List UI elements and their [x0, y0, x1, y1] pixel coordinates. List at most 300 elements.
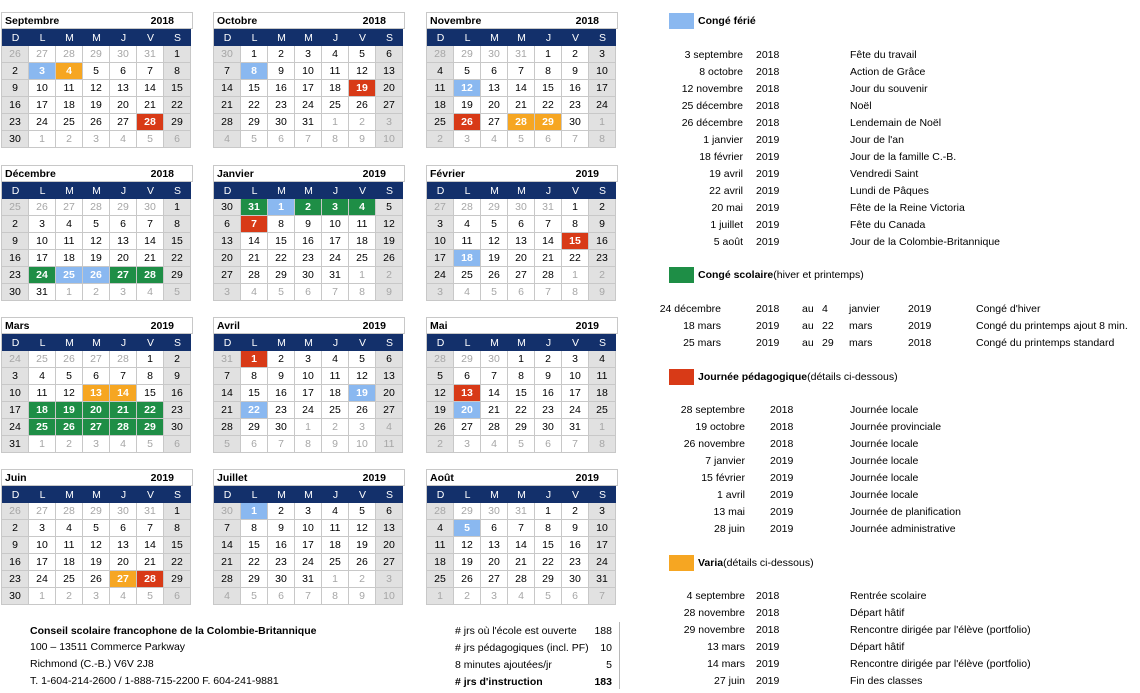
day-cell: 26	[83, 267, 110, 284]
day-cell: 18	[322, 80, 349, 97]
month-days-grid	[426, 334, 618, 453]
weekday-header: M	[295, 486, 322, 503]
day-cell: 14	[508, 80, 535, 97]
day-cell: 6	[454, 368, 481, 385]
day-cell: 14	[508, 537, 535, 554]
day-cell: 22	[241, 97, 268, 114]
day-cell: 5	[376, 199, 403, 216]
day-cell: 2	[322, 419, 349, 436]
day-cell: 28	[454, 199, 481, 216]
legend-swatch	[669, 369, 694, 385]
day-cell: 22	[268, 250, 295, 267]
weekday-header: S	[164, 334, 191, 351]
day-cell: 15	[508, 385, 535, 402]
weekday-header: L	[29, 486, 56, 503]
day-cell: 6	[562, 588, 589, 605]
day-cell: 8	[241, 368, 268, 385]
day-cell: 6	[376, 503, 403, 520]
day-cell: 26	[56, 351, 83, 368]
legend-cell: Jour du souvenir	[850, 83, 928, 95]
month-year: 2019	[150, 319, 174, 332]
day-cell: 3	[589, 503, 616, 520]
day-cell: 31	[322, 267, 349, 284]
day-cell: 1	[137, 351, 164, 368]
day-cell: 25	[427, 571, 454, 588]
day-cell: 8	[137, 368, 164, 385]
day-cell: 8	[241, 520, 268, 537]
day-cell: 2	[454, 588, 481, 605]
day-cell: 9	[268, 520, 295, 537]
day-cell: 7	[535, 284, 562, 301]
day-cell: 30	[535, 419, 562, 436]
legend-cell: 5 août	[713, 236, 743, 248]
day-cell: 3	[214, 284, 241, 301]
footer-divider	[619, 622, 620, 689]
day-cell: 14	[214, 537, 241, 554]
day-cell: 21	[137, 250, 164, 267]
legend-cell: Départ hâtif	[850, 607, 905, 619]
legend-cell: 12 novembre	[681, 83, 743, 95]
day-cell: 4	[241, 284, 268, 301]
day-cell: 2	[589, 199, 616, 216]
day-cell: 4	[322, 46, 349, 63]
day-cell: 22	[562, 250, 589, 267]
day-cell: 5	[349, 503, 376, 520]
day-cell: 25	[29, 419, 56, 436]
day-cell: 8	[295, 436, 322, 453]
day-cell: 24	[427, 267, 454, 284]
day-cell: 10	[589, 520, 616, 537]
day-cell: 25	[349, 250, 376, 267]
day-cell: 27	[376, 402, 403, 419]
day-cell: 15	[562, 233, 589, 250]
day-cell: 3	[83, 588, 110, 605]
day-cell: 4	[376, 419, 403, 436]
legend-cell: 2018	[908, 337, 932, 349]
day-cell: 9	[322, 436, 349, 453]
weekday-header: D	[214, 334, 241, 351]
day-cell: 10	[295, 63, 322, 80]
weekday-header: M	[56, 29, 83, 46]
legend-row	[660, 166, 1130, 183]
day-cell: 24	[562, 402, 589, 419]
day-cell: 5	[164, 284, 191, 301]
legend-cell: Journée provinciale	[850, 421, 942, 433]
legend-cell: 18 mars	[683, 320, 721, 332]
day-cell: 18	[349, 233, 376, 250]
day-cell: 28	[535, 267, 562, 284]
day-cell: 1	[322, 571, 349, 588]
day-cell: 1	[427, 588, 454, 605]
day-cell: 10	[29, 537, 56, 554]
legend-row	[660, 132, 1130, 149]
month-header	[1, 317, 193, 334]
weekday-header: D	[2, 334, 29, 351]
day-cell: 21	[508, 97, 535, 114]
weekday-header: D	[427, 182, 454, 199]
day-cell: 4	[110, 588, 137, 605]
day-cell: 24	[29, 571, 56, 588]
stat-label: # jrs où l'école est ouverte	[455, 625, 577, 637]
day-cell: 25	[29, 351, 56, 368]
month-year: 2019	[575, 167, 599, 180]
month-header	[1, 165, 193, 182]
day-cell: 10	[29, 80, 56, 97]
legend-cell: 22	[822, 320, 834, 332]
day-cell: 28	[137, 114, 164, 131]
legend-row	[660, 504, 1130, 521]
day-cell: 7	[562, 436, 589, 453]
day-cell: 20	[508, 250, 535, 267]
weekday-header: S	[589, 182, 616, 199]
weekday-header: D	[2, 182, 29, 199]
day-cell: 29	[83, 503, 110, 520]
day-cell: 19	[454, 554, 481, 571]
day-cell: 18	[589, 385, 616, 402]
day-cell: 14	[137, 537, 164, 554]
weekday-header: L	[241, 182, 268, 199]
day-cell: 13	[110, 537, 137, 554]
legend-cell: au	[802, 337, 814, 349]
legend-cell: au	[802, 303, 814, 315]
day-cell: 5	[481, 284, 508, 301]
day-cell: 14	[214, 80, 241, 97]
legend-cell: 2018	[756, 303, 780, 315]
day-cell: 6	[110, 520, 137, 537]
day-cell: 14	[137, 233, 164, 250]
legend-cell: 2019	[756, 219, 780, 231]
legend-cell: Fête de la Reine Victoria	[850, 202, 965, 214]
day-cell: 6	[110, 216, 137, 233]
day-cell: 29	[535, 114, 562, 131]
legend-cell: Journée locale	[850, 438, 919, 450]
day-cell: 28	[427, 503, 454, 520]
day-cell: 25	[589, 402, 616, 419]
day-cell: 1	[29, 131, 56, 148]
day-cell: 25	[322, 402, 349, 419]
weekday-header: J	[322, 29, 349, 46]
day-cell: 17	[295, 537, 322, 554]
day-cell: 9	[562, 520, 589, 537]
weekday-header: V	[137, 334, 164, 351]
day-cell: 11	[349, 216, 376, 233]
legend-school-heading	[669, 267, 864, 283]
day-cell: 14	[481, 385, 508, 402]
day-cell: 27	[481, 114, 508, 131]
stat-label: # jrs pédagogiques (incl. PF)	[455, 642, 589, 654]
legend-cell: 2019	[770, 455, 794, 467]
day-cell: 9	[268, 63, 295, 80]
legend-cell: 14 mars	[707, 658, 745, 670]
weekday-header: M	[268, 29, 295, 46]
day-cell: 2	[427, 131, 454, 148]
legend-row	[660, 81, 1130, 98]
day-cell: 22	[164, 250, 191, 267]
day-cell: 29	[164, 114, 191, 131]
day-cell: 18	[427, 554, 454, 571]
day-cell: 8	[535, 520, 562, 537]
day-cell: 5	[83, 63, 110, 80]
day-cell: 16	[589, 233, 616, 250]
month-juin	[1, 469, 193, 605]
day-cell: 9	[535, 368, 562, 385]
legend-row	[660, 588, 1130, 605]
weekday-header: V	[349, 29, 376, 46]
legend-cell: Départ hâtif	[850, 641, 905, 653]
day-cell: 8	[268, 216, 295, 233]
day-cell: 29	[454, 503, 481, 520]
day-cell: 6	[241, 436, 268, 453]
month-octobre	[213, 12, 405, 148]
day-cell: 8	[322, 131, 349, 148]
legend-row	[660, 470, 1130, 487]
day-cell: 27	[83, 351, 110, 368]
day-cell: 9	[589, 284, 616, 301]
legend-cell: 2018	[770, 404, 794, 416]
legend-cell: 2019	[770, 472, 794, 484]
month-name: Janvier	[217, 167, 254, 180]
month-days-grid	[213, 334, 405, 453]
day-cell: 4	[427, 520, 454, 537]
day-cell: 13	[376, 368, 403, 385]
day-cell: 15	[535, 80, 562, 97]
weekday-header: M	[508, 182, 535, 199]
weekday-header: V	[349, 182, 376, 199]
month-days-grid	[1, 334, 193, 453]
day-cell: 1	[349, 267, 376, 284]
day-cell: 5	[268, 284, 295, 301]
day-cell: 1	[241, 351, 268, 368]
day-cell: 15	[164, 537, 191, 554]
day-cell: 3	[29, 216, 56, 233]
day-cell: 3	[349, 419, 376, 436]
day-cell: 7	[481, 368, 508, 385]
day-cell: 4	[322, 351, 349, 368]
legend-cell: 22 avril	[709, 185, 743, 197]
day-cell: 6	[164, 436, 191, 453]
day-cell: 5	[214, 436, 241, 453]
legend-row	[660, 673, 1130, 690]
month-juillet	[213, 469, 405, 605]
day-cell: 3	[454, 436, 481, 453]
day-cell: 28	[56, 46, 83, 63]
day-cell: 27	[214, 267, 241, 284]
weekday-header: S	[589, 29, 616, 46]
legend-cell: 2019	[756, 202, 780, 214]
month-décembre	[1, 165, 193, 301]
day-cell: 21	[481, 402, 508, 419]
weekday-header: S	[164, 486, 191, 503]
legend-cell: 2019	[756, 236, 780, 248]
day-cell: 15	[241, 80, 268, 97]
legend-cell: 2018	[770, 421, 794, 433]
day-cell: 2	[56, 588, 83, 605]
day-cell: 17	[589, 80, 616, 97]
day-cell: 19	[349, 80, 376, 97]
legend-cell: 26 décembre	[681, 117, 743, 129]
day-cell: 3	[376, 114, 403, 131]
day-cell: 12	[83, 537, 110, 554]
legend-cell: 20 mai	[711, 202, 743, 214]
day-cell: 1	[164, 46, 191, 63]
day-cell: 26	[56, 419, 83, 436]
day-cell: 6	[83, 368, 110, 385]
legend-cell: Journée de planification	[850, 506, 961, 518]
day-cell: 27	[508, 267, 535, 284]
day-cell: 23	[2, 571, 29, 588]
day-cell: 19	[481, 250, 508, 267]
day-cell: 1	[589, 114, 616, 131]
day-cell: 2	[376, 267, 403, 284]
day-cell: 21	[241, 250, 268, 267]
day-cell: 27	[427, 199, 454, 216]
day-cell: 4	[508, 588, 535, 605]
day-cell: 4	[56, 63, 83, 80]
legend-cell: 1 janvier	[703, 134, 743, 146]
day-cell: 10	[589, 63, 616, 80]
day-cell: 16	[268, 537, 295, 554]
legend-cell: 3 septembre	[684, 49, 743, 61]
weekday-header: L	[29, 334, 56, 351]
day-cell: 19	[454, 97, 481, 114]
legend-cell: 13 mars	[707, 641, 745, 653]
day-cell: 18	[322, 537, 349, 554]
legend-cell: 2019	[770, 506, 794, 518]
weekday-header: M	[481, 334, 508, 351]
day-cell: 29	[241, 419, 268, 436]
day-cell: 5	[535, 588, 562, 605]
month-days-grid	[426, 182, 618, 301]
month-header	[213, 165, 405, 182]
day-cell: 5	[137, 436, 164, 453]
legend-cell: 7 janvier	[705, 455, 745, 467]
day-cell: 20	[214, 250, 241, 267]
day-cell: 27	[83, 419, 110, 436]
day-cell: 3	[295, 46, 322, 63]
legend-cell: Action de Grâce	[850, 66, 926, 78]
legend-row	[660, 200, 1130, 217]
day-cell: 5	[508, 436, 535, 453]
day-cell: 5	[137, 131, 164, 148]
legend-cell: 2019	[756, 185, 780, 197]
legend-cell: 13 mai	[713, 506, 745, 518]
day-cell: 10	[349, 436, 376, 453]
day-cell: 10	[295, 520, 322, 537]
month-name: Février	[430, 167, 466, 180]
day-cell: 26	[83, 571, 110, 588]
day-cell: 29	[110, 199, 137, 216]
day-cell: 5	[83, 216, 110, 233]
legend-swatch	[669, 267, 694, 283]
weekday-header: M	[56, 334, 83, 351]
legend-cell: Rentrée scolaire	[850, 590, 927, 602]
day-cell: 29	[454, 46, 481, 63]
month-header	[213, 469, 405, 486]
day-cell: 24	[29, 267, 56, 284]
day-cell: 30	[214, 199, 241, 216]
weekday-header: V	[137, 182, 164, 199]
day-cell: 7	[508, 520, 535, 537]
month-novembre	[426, 12, 618, 148]
month-year: 2019	[362, 471, 386, 484]
day-cell: 21	[110, 402, 137, 419]
day-cell: 4	[110, 131, 137, 148]
day-cell: 30	[268, 419, 295, 436]
legend-cell: Lendemain de Noël	[850, 117, 942, 129]
day-cell: 21	[214, 554, 241, 571]
day-cell: 1	[268, 199, 295, 216]
day-cell: 23	[164, 402, 191, 419]
day-cell: 3	[295, 503, 322, 520]
day-cell: 30	[268, 571, 295, 588]
day-cell: 18	[56, 554, 83, 571]
day-cell: 16	[2, 250, 29, 267]
day-cell: 24	[589, 554, 616, 571]
day-cell: 7	[214, 63, 241, 80]
legend-cell: Congé du printemps standard	[976, 337, 1115, 349]
day-cell: 1	[29, 588, 56, 605]
day-cell: 23	[295, 250, 322, 267]
day-cell: 6	[268, 131, 295, 148]
day-cell: 6	[214, 216, 241, 233]
legend-cell: Noël	[850, 100, 872, 112]
day-cell: 24	[2, 351, 29, 368]
legend-swatch	[669, 555, 694, 571]
legend-row	[660, 487, 1130, 504]
day-cell: 22	[508, 402, 535, 419]
day-cell: 29	[268, 267, 295, 284]
day-cell: 5	[349, 351, 376, 368]
day-cell: 15	[241, 537, 268, 554]
day-cell: 15	[241, 385, 268, 402]
month-header	[426, 165, 618, 182]
day-cell: 22	[535, 97, 562, 114]
day-cell: 28	[427, 46, 454, 63]
legend-cell: Journée locale	[850, 455, 919, 467]
legend-cell: Congé du printemps ajout 8 min.	[976, 320, 1128, 332]
month-year: 2019	[150, 471, 174, 484]
day-cell: 11	[322, 368, 349, 385]
day-cell: 7	[322, 284, 349, 301]
day-cell: 6	[110, 63, 137, 80]
day-cell: 5	[427, 368, 454, 385]
day-cell: 17	[295, 80, 322, 97]
day-cell: 28	[83, 199, 110, 216]
day-cell: 1	[322, 114, 349, 131]
legend-title: Varia	[698, 557, 724, 569]
weekday-header: D	[214, 182, 241, 199]
legend-cell: Fête du Canada	[850, 219, 926, 231]
legend-cell: Rencontre dirigée par l'élève (portfolio)	[850, 624, 1031, 636]
legend-cell: Journée administrative	[850, 523, 956, 535]
legend-title: Congé scolaire	[698, 269, 774, 281]
day-cell: 24	[295, 554, 322, 571]
day-cell: 19	[56, 402, 83, 419]
day-cell: 2	[295, 199, 322, 216]
day-cell: 6	[508, 284, 535, 301]
legend-cell: Vendredi Saint	[850, 168, 919, 180]
weekday-header: M	[295, 334, 322, 351]
day-cell: 2	[56, 131, 83, 148]
weekday-header: J	[535, 334, 562, 351]
day-cell: 12	[454, 80, 481, 97]
legend-cell: 27 juin	[714, 675, 745, 687]
day-cell: 31	[295, 114, 322, 131]
day-cell: 27	[110, 267, 137, 284]
day-cell: 7	[214, 368, 241, 385]
day-cell: 19	[349, 385, 376, 402]
day-cell: 6	[268, 588, 295, 605]
